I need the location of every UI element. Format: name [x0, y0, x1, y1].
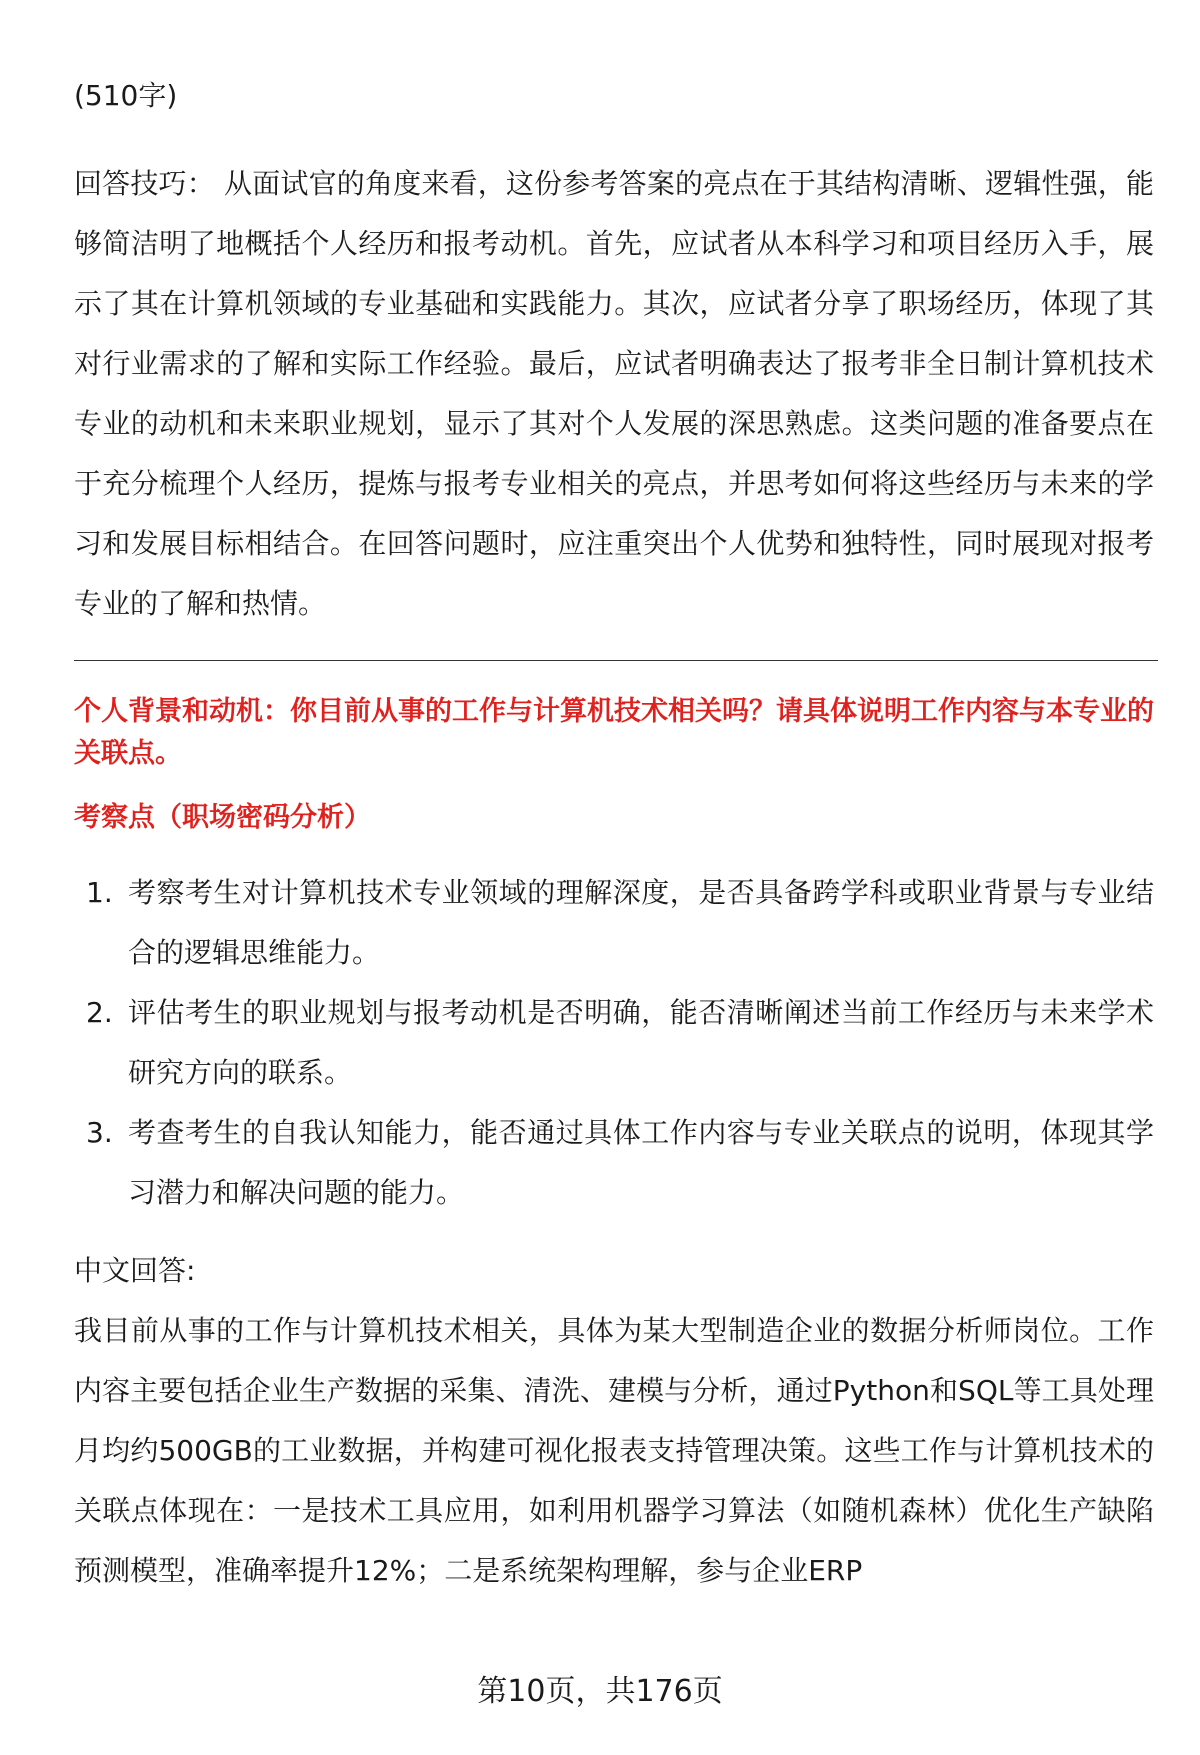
page-content [74, 66, 1154, 1601]
page-number-footer: 第10页，共176页 [477, 1674, 723, 1709]
answer-label: 中文回答: [74, 1254, 196, 1287]
word-count: (510字) [74, 79, 178, 112]
list-item-number: 2. [86, 996, 113, 1029]
list-item [74, 1103, 1154, 1223]
question-heading: 个人背景和动机：你目前从事的工作与计算机技术相关吗？请具体说明工作内容与本专业的关联点。 [74, 696, 1154, 769]
answer-tips-paragraph: 回答技巧： 从面试官的角度来看，这份参考答案的亮点在于其结构清晰、逻辑性强，能够简洁明了地概括个人经历和报考动机。首先，应试者从本科学习和项目经历入手，展示了其在计算机领域的专业基础和实践能力。其次，应试者分享了职场经历，体现了其对行业需求的了解和实际工作经验。最后，应试者明确表达了报考非全日制计算机技术专业的动机和未来职业规划，显示了其对个人发展的深思熟虑。这类问题的准备要点在于充分梳理个人经历，提炼与报考专业相关的亮点，并思考如何将这些经历与未来的学习和发展目标相结合。在回答问题时，应注重突出个人优势和独特性，同时展现对报考专业的了解和热情。 [74, 167, 1154, 620]
answer-paragraph: 我目前从事的工作与计算机技术相关，具体为某大型制造企业的数据分析师岗位。工作内容主要包括企业生产数据的采集、清洗、建模与分析，通过Python和SQL等工具处理月均约500GB的工业数据，并构建可视化报表支持管理决策。这些工作与计算机技术的关联点体现在：一是技术工具应用，如利用机器学习算法（如随机森林）优化生产缺陷预测模型，准确率提升12%；二是系统架构理解，参与企业ERP [74, 1314, 1154, 1587]
section-divider [74, 660, 1158, 661]
list-item-text: 考察考生对计算机技术专业领域的理解深度，是否具备跨学科或职业背景与专业结合的逻辑思维能力。 [128, 876, 1154, 969]
list-item-number: 1. [86, 876, 113, 909]
list-item [74, 863, 1154, 983]
list-item [74, 983, 1154, 1103]
assessment-points-heading: 考察点（职场密码分析） [74, 802, 371, 833]
assessment-points-list [74, 863, 1154, 1223]
list-item-text: 考查考生的自我认知能力，能否通过具体工作内容与专业关联点的说明，体现其学习潜力和解决问题的能力。 [128, 1116, 1154, 1209]
list-item-text: 评估考生的职业规划与报考动机是否明确，能否清晰阐述当前工作经历与未来学术研究方向的联系。 [128, 996, 1154, 1089]
list-item-number: 3. [86, 1116, 113, 1149]
